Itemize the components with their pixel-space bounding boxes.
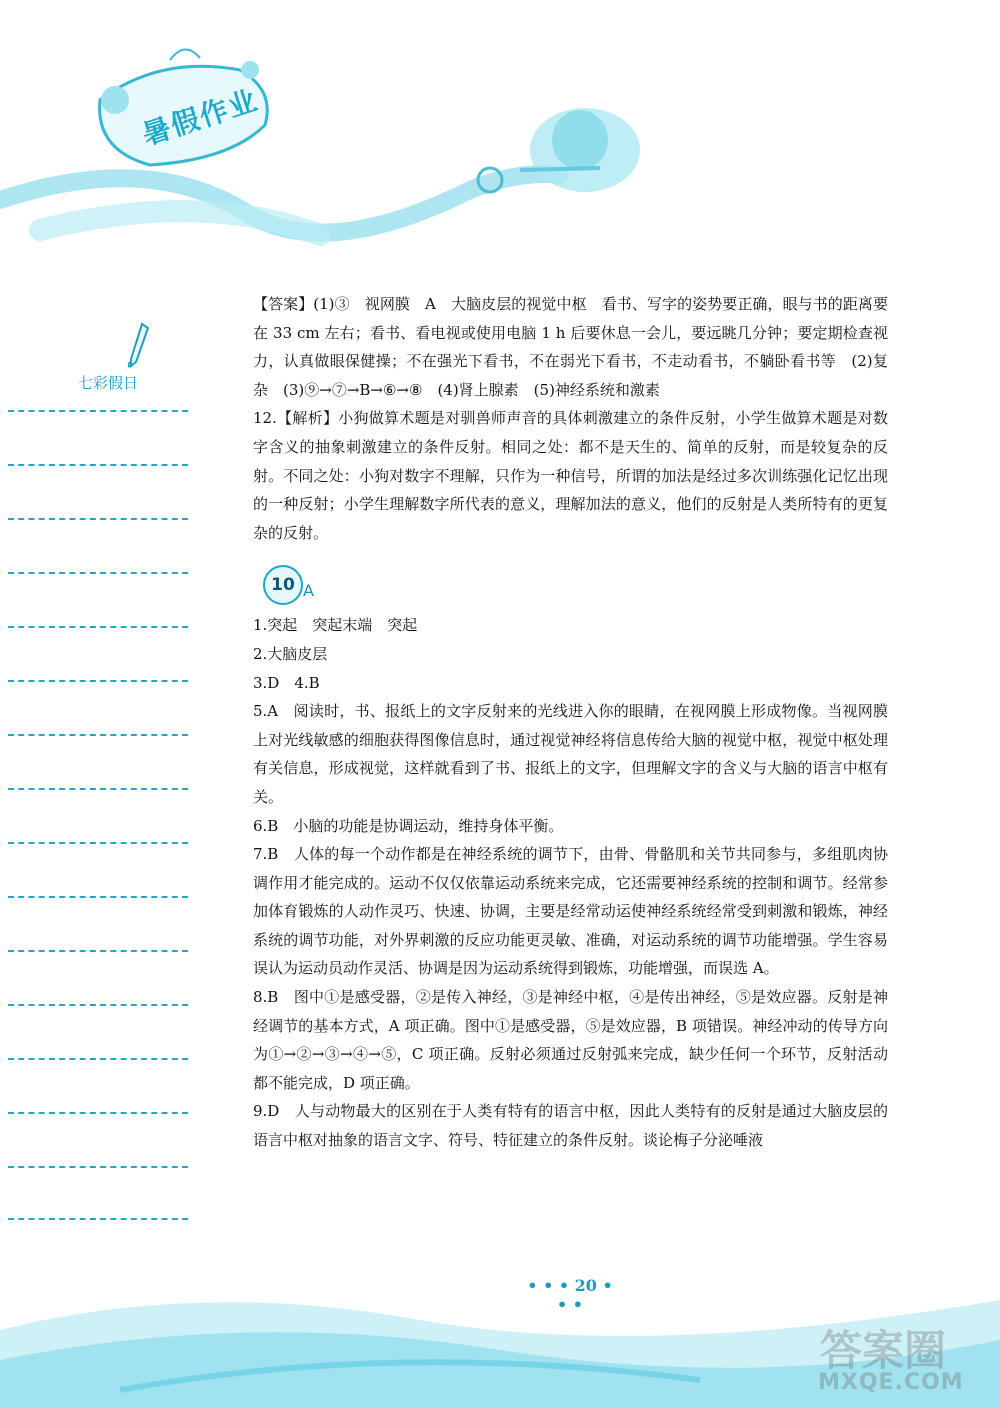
dash-line	[8, 896, 188, 898]
dash-line	[8, 680, 188, 682]
answer-item-12: 12.【解析】小狗做算术题是对驯兽师声音的具体刺激建立的条件反射，小学生做算术题是对数字含义的抽象刺激建立的条件反射。相同之处：都不是天生的、简单的反射，而是较复杂的反射。不同之处：小狗对数字不理解，只作为一种信号，所谓的加法是经过多次训练强化记忆出现的一种反射；小学生理解数字所代表的意义，理解加法的意义，他们的反射是人类所特有的更复杂的反射。	[253, 409, 888, 542]
sidebar-label: 七彩假日	[78, 374, 139, 392]
dash-line	[8, 950, 188, 952]
answer-item: 7.B 人体的每一个动作都是在神经系统的调节下，由骨、骨骼肌和关节共同参与，多组肌肉协调作用才能完成的。运动不仅仅依靠运动系统来完成，它还需要神经系统的控制和调节。经常参加体育锻炼的人动作灵巧、快速、协调，主要是经常动运使神经系统经常受到刺激和锻炼，神经系统的调节功能，对外界刺激的反应功能更灵敏、准确，对运动系统的调节功能增强。学生容易误认为运动员动作灵活、协调是因为运动系统得到锻炼，功能增强，而误选 A。	[253, 845, 888, 978]
section-number: 10	[263, 565, 303, 605]
answer-item: 1.突起 突起末端 突起	[253, 616, 418, 635]
dash-line	[8, 734, 188, 736]
dash-line	[8, 1004, 188, 1006]
answer-item: 9.D 人与动物最大的区别在于人类有特有的语言中枢，因此人类特有的反射是通过大脑皮层的语言中枢对抽象的语言文字、符号、特征建立的条件反射。谈论梅子分泌唾液	[253, 1102, 888, 1150]
header-title: 暑假作业	[138, 83, 263, 152]
dash-line	[8, 518, 188, 520]
dash-line	[8, 842, 188, 844]
answer-block: 【答案】(1)③ 视网膜 A 大脑皮层的视觉中枢 看书、写字的姿势要正确，眼与书的距离要在 33 cm 左右；看书、看电视或使用电脑 1 h 后要休息一会儿，要远眺几分钟；要定期检查视力，认真做眼保健操；不在强光下看书，不在弱光下看书，不走动看书，不躺卧看书等 (2)复杂 (3)⑨→⑦→B→⑥→⑧ (4)肾上腺素 (5)神经系统和激素	[253, 295, 888, 399]
section-badge	[253, 561, 888, 607]
dash-line	[8, 1218, 188, 1220]
sidebar-dash-lines	[0, 300, 200, 1220]
answer-item: 2.大脑皮层	[253, 644, 328, 663]
dash-line	[8, 626, 188, 628]
watermark-url: MXQE.COM	[818, 1370, 964, 1395]
answer-item: 8.B 图中①是感受器，②是传入神经，③是神经中枢，④是传出神经，⑤是效应器。反射是神经调节的基本方式，A 项正确。图中①是感受器，⑤是效应器，B 项错误。神经冲动的传导方向为①→②→③→④→⑤，C 项正确。反射必须通过反射弧来完成，缺少任何一个环节，反射活动都不能完成，D 项正确。	[253, 988, 888, 1092]
dash-line	[8, 1166, 188, 1168]
watermark-logo: 答案圈	[820, 1326, 947, 1375]
dash-line	[8, 1112, 188, 1114]
dash-line	[8, 572, 188, 574]
answer-item: 6.B 小脑的功能是协调运动，维持身体平衡。	[253, 816, 564, 835]
answer-item: 3.D 4.B	[253, 673, 320, 692]
dash-line	[8, 788, 188, 790]
dash-line	[8, 464, 188, 466]
dash-line	[8, 1058, 188, 1060]
section-letter: A	[303, 581, 314, 601]
page-number: • • • 20 • • •	[527, 1276, 613, 1314]
answer-item: 5.A 阅读时，书、报纸上的文字反射来的光线进入你的眼睛，在视网膜上形成物像。当视网膜上对光线敏感的细胞获得图像信息时，通过视觉神经将信息传给大脑的视觉中枢，视觉中枢处理有关信息，形成视觉，这样就看到了书、报纸上的文字，但理解文字的含义与大脑的语言中枢有关。	[253, 702, 888, 806]
dash-line	[8, 410, 188, 412]
answer-content	[253, 290, 888, 1155]
